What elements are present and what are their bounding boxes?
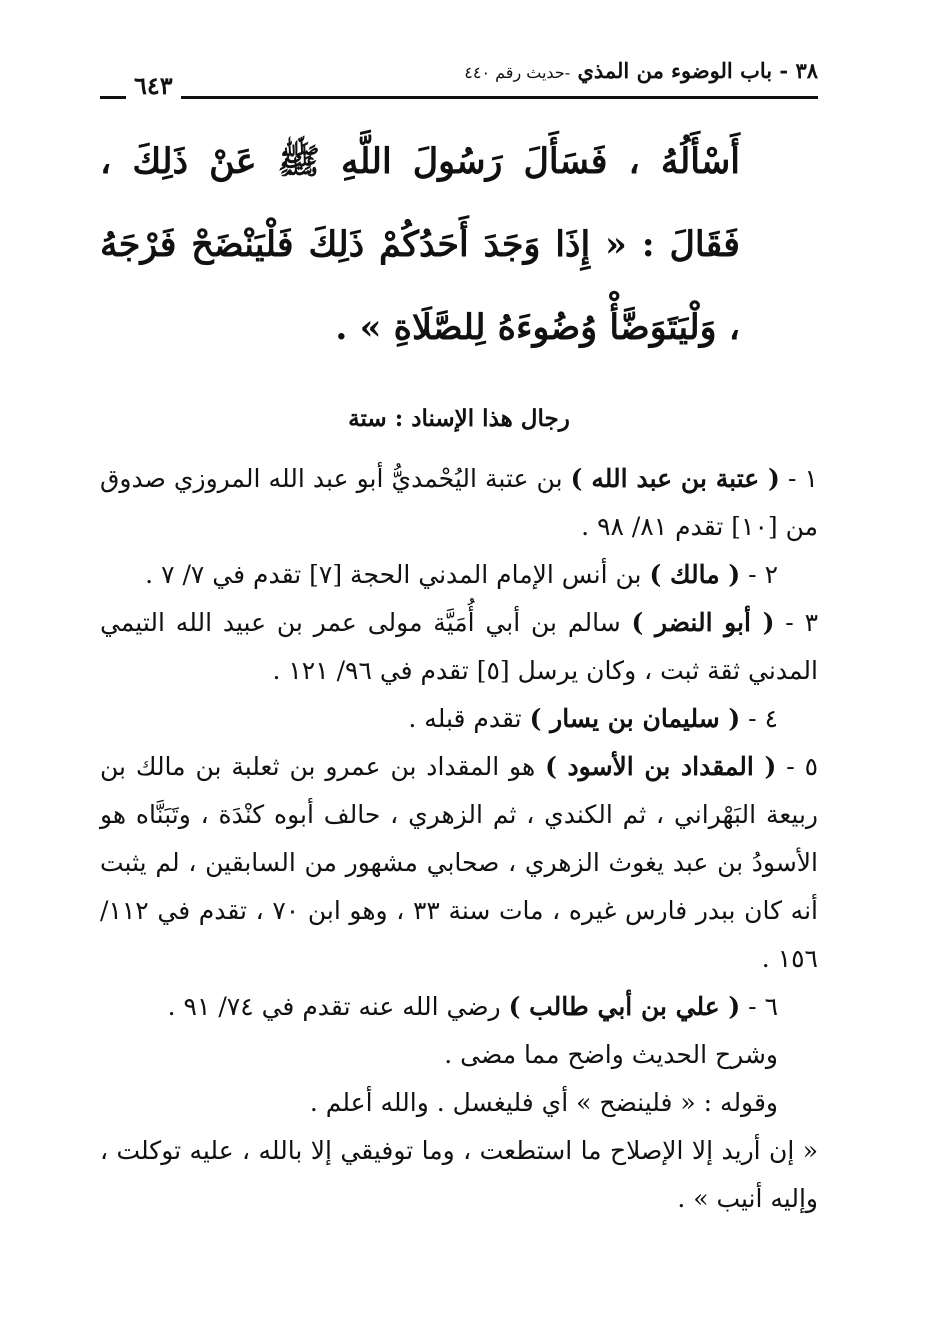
- narrator-number: ٣ -: [785, 608, 818, 637]
- narrator-name: ( عتبة بن عبد الله ): [570, 464, 780, 493]
- narrator-text: سالم بن أبي أُمَيَّة مولى عمر بن عبيد الله التيمي المدني ثقة ثبت ، وكان يرسل [٥] تقدم في ٩٦/ ١٢١ .: [100, 608, 818, 685]
- narrator-number: ٥ -: [786, 752, 819, 781]
- hadith-reference: -حديث رقم ٤٤٠: [464, 63, 571, 82]
- commentary-line-1: وشرح الحديث واضح مما مضى .: [444, 1040, 778, 1069]
- narrator-text: رضي الله عنه تقدم في ٧٤/ ٩١ .: [167, 992, 501, 1021]
- narrator-text: بن عتبة اليُحْمديُّ أبو عبد الله المروزي صدوق من [١٠] تقدم ٨١/ ٩٨ .: [100, 464, 818, 541]
- narrator-text: بن أنس الإمام المدني الحجة [٧] تقدم في ٧/ ٧ .: [145, 560, 642, 589]
- narrator-number: ٤ -: [748, 704, 778, 733]
- narrator-number: ٦ -: [748, 992, 778, 1021]
- narrator-name: ( أبو النضر ): [631, 608, 775, 637]
- narrator-entry-5: [100, 743, 818, 983]
- narrator-entry-4: [100, 695, 818, 743]
- running-header: [100, 58, 818, 102]
- narrator-entry-2: [100, 551, 818, 599]
- closing-verse: « إن أريد إلا الإصلاح ما استطعت ، وما توفيقي إلا بالله ، عليه توكلت ، وإليه أنيب » .: [100, 1136, 818, 1213]
- narrator-text: تقدم قبله .: [408, 704, 522, 733]
- header-rule: [100, 96, 818, 99]
- narrators-notes: [100, 455, 818, 1223]
- narrator-entry-3: [100, 599, 818, 695]
- narrator-entry-1: [100, 455, 818, 551]
- narrator-name: ( مالك ): [649, 560, 741, 589]
- narrator-name: ( المقداد بن الأسود ): [545, 752, 777, 781]
- section-heading: رجال هذا الإسناد : ستة: [348, 405, 570, 432]
- narrator-entry-6: [100, 983, 818, 1031]
- hadith-text: أَسْأَلُهُ ، فَسَأَلَ رَسُولَ اللَّهِ ﷺ عَنْ ذَلِكَ ، فَقَالَ : « إِذَا وَجَدَ أَحَدُكُمْ ذَلِكَ فَلْيَنْضَحْ فَرْجَهُ ، وَلْيَتَوَضَّأْ وُضُوءَهُ لِلصَّلَاةِ » .: [100, 141, 740, 348]
- page-number: ٦٤٣: [126, 72, 181, 100]
- narrator-name: ( علي بن أبي طالب ): [508, 992, 741, 1021]
- narrator-text: هو المقداد بن عمرو بن ثعلبة بن مالك بن ربيعة البَهْراني ، ثم الكندي ، ثم الزهري ، حالف أبوه كنْدَة ، وتَبَنَّاه هو الأسودُ بن عبد يغوث الزهري ، صحابي مشهور من السابقين ، لم يثبت أنه كان ببدر فارس غيره ، مات سنة ٣٣ ، وهو ابن ٧٠ ، تقدم في ١١٢/ ١٥٦ .: [100, 752, 818, 973]
- chapter-title-text: ٣٨ - باب الوضوء من المذي: [577, 58, 818, 83]
- chapter-title: [464, 58, 818, 83]
- commentary-line-2: وقوله : « فلينضح » أي فليغسل . والله أعلم .: [309, 1088, 778, 1117]
- narrator-number: ١ -: [787, 464, 818, 493]
- narrator-number: ٢ -: [748, 560, 778, 589]
- narrator-name: ( سليمان بن يسار ): [529, 704, 741, 733]
